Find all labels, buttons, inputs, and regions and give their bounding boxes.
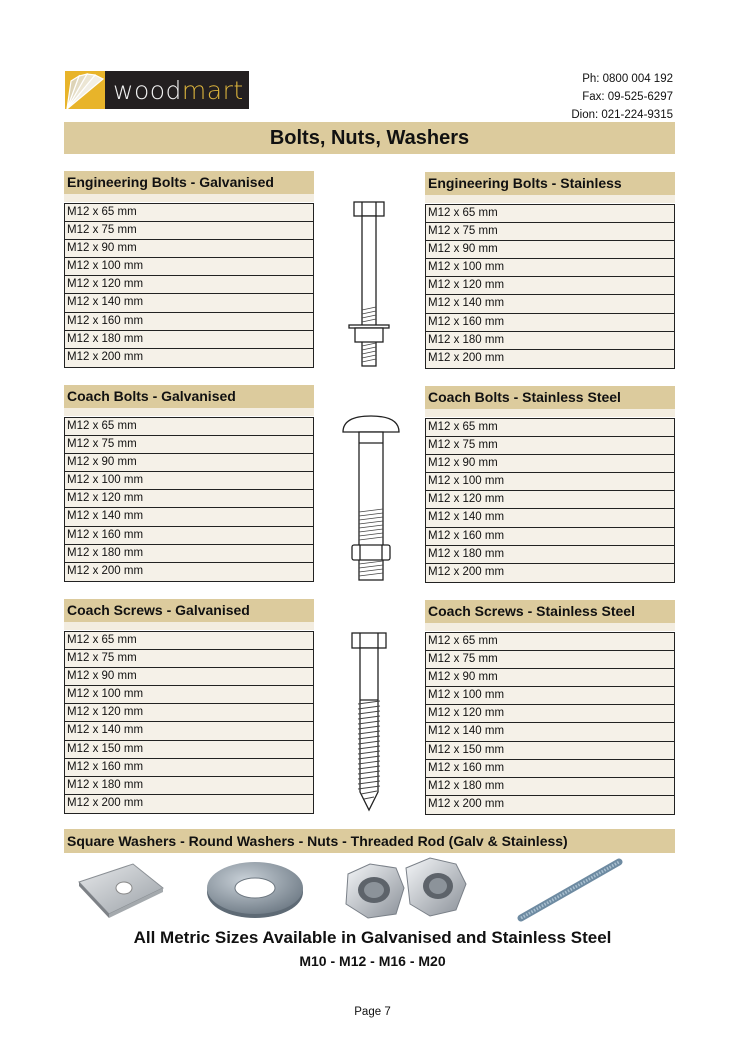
size-row: M12 x 200 mm (67, 796, 144, 809)
section-title-engineering-galv: Engineering Bolts - Galvanised (64, 171, 314, 194)
size-row: M12 x 180 mm (65, 777, 313, 795)
size-row: M12 x 65 mm (426, 419, 674, 437)
size-row: M12 x 75 mm (65, 650, 313, 668)
size-row: M12 x 75 mm (426, 223, 674, 241)
size-row: M12 x 120 mm (65, 276, 313, 294)
size-row: M12 x 65 mm (65, 418, 313, 436)
size-row: M12 x 120 mm (65, 490, 313, 508)
size-row: M12 x 75 mm (426, 651, 674, 669)
round-washer-icon (205, 860, 305, 920)
woodmart-logo (65, 71, 249, 109)
coach-screw-icon (345, 628, 395, 818)
size-row: M12 x 150 mm (426, 742, 674, 760)
size-row: M12 x 100 mm (65, 686, 313, 704)
logo-text-wood: wood (113, 75, 182, 105)
size-row: M12 x 75 mm (65, 222, 313, 240)
size-row: M12 x 65 mm (65, 204, 313, 222)
size-row: M12 x 180 mm (426, 332, 674, 350)
size-table-coach-screws-galv (64, 631, 314, 814)
size-row: M12 x 65 mm (65, 632, 313, 650)
size-row: M12 x 100 mm (426, 687, 674, 705)
size-row: M12 x 140 mm (426, 509, 674, 527)
size-table-coach-screws-stainless (425, 632, 675, 815)
coach-bolt-icon (340, 412, 402, 584)
logo-text (105, 76, 244, 105)
size-table-engineering-stainless (425, 204, 675, 369)
size-row: M12 x 150 mm (65, 741, 313, 759)
size-row: M12 x 65 mm (426, 205, 674, 223)
size-row: M12 x 100 mm (426, 473, 674, 491)
size-row: M12 x 140 mm (426, 723, 674, 741)
section-title-coach-screws-stainless: Coach Screws - Stainless Steel (425, 600, 675, 623)
size-row: M12 x 120 mm (426, 705, 674, 723)
size-row: M12 x 160 mm (65, 313, 313, 331)
size-row: M12 x 90 mm (65, 240, 313, 258)
section-title-coach-bolts-galv: Coach Bolts - Galvanised (64, 385, 314, 408)
size-row: M12 x 160 mm (426, 760, 674, 778)
size-row: M12 x 90 mm (65, 454, 313, 472)
size-row: M12 x 160 mm (65, 527, 313, 545)
engineering-bolt-icon (345, 200, 395, 370)
contact-fax: Fax: 09-525-6297 (582, 91, 673, 103)
size-row: M12 x 180 mm (65, 545, 313, 563)
size-row: M12 x 140 mm (65, 722, 313, 740)
size-row: M12 x 120 mm (426, 491, 674, 509)
contact-dion: Dion: 021-224-9315 (571, 109, 673, 121)
size-row: M12 x 140 mm (65, 294, 313, 312)
size-table-coach-bolts-stainless (425, 418, 675, 583)
size-row: M12 x 120 mm (65, 704, 313, 722)
size-table-engineering-galv (64, 203, 314, 368)
availability-text: All Metric Sizes Available in Galvanised and Stainless Steel (133, 928, 612, 947)
section-title-washers-nuts-rod: Square Washers - Round Washers - Nuts - Threaded Rod (Galv & Stainless) (64, 829, 675, 853)
size-row: M12 x 75 mm (65, 436, 313, 454)
section-title-coach-bolts-stainless: Coach Bolts - Stainless Steel (425, 386, 675, 409)
section-title-coach-screws-galv: Coach Screws - Galvanised (64, 599, 314, 622)
size-row: M12 x 90 mm (426, 241, 674, 259)
size-row: M12 x 200 mm (428, 565, 505, 578)
page-number: Page 7 (354, 1006, 391, 1018)
size-row: M12 x 120 mm (426, 277, 674, 295)
size-row: M12 x 160 mm (426, 314, 674, 332)
contact-phone: Ph: 0800 004 192 (582, 73, 673, 85)
size-row: M12 x 90 mm (426, 669, 674, 687)
size-row: M12 x 90 mm (426, 455, 674, 473)
size-row: M12 x 200 mm (428, 797, 505, 810)
size-row: M12 x 140 mm (426, 295, 674, 313)
fan-logo-icon (65, 71, 105, 109)
size-row: M12 x 180 mm (65, 331, 313, 349)
size-row: M12 x 160 mm (426, 528, 674, 546)
size-row: M12 x 65 mm (426, 633, 674, 651)
size-row: M12 x 140 mm (65, 508, 313, 526)
logo-text-mart: mart (181, 75, 244, 105)
size-row: M12 x 180 mm (426, 778, 674, 796)
size-row: M12 x 200 mm (67, 564, 144, 577)
size-row: M12 x 200 mm (428, 351, 505, 364)
size-row: M12 x 90 mm (65, 668, 313, 686)
threaded-rod-icon (515, 856, 625, 924)
size-row: M12 x 100 mm (65, 472, 313, 490)
square-washer-icon (75, 858, 165, 920)
size-row: M12 x 100 mm (65, 258, 313, 276)
available-sizes: M10 - M12 - M16 - M20 (299, 953, 446, 969)
size-row: M12 x 200 mm (67, 350, 144, 363)
contact-info (571, 70, 673, 124)
size-row: M12 x 100 mm (426, 259, 674, 277)
size-row: M12 x 180 mm (426, 546, 674, 564)
hex-nuts-icon (340, 856, 480, 922)
size-row: M12 x 75 mm (426, 437, 674, 455)
size-row: M12 x 160 mm (65, 759, 313, 777)
size-table-coach-bolts-galv (64, 417, 314, 582)
section-title-engineering-stainless: Engineering Bolts - Stainless (425, 172, 675, 195)
page-title: Bolts, Nuts, Washers (64, 122, 675, 154)
